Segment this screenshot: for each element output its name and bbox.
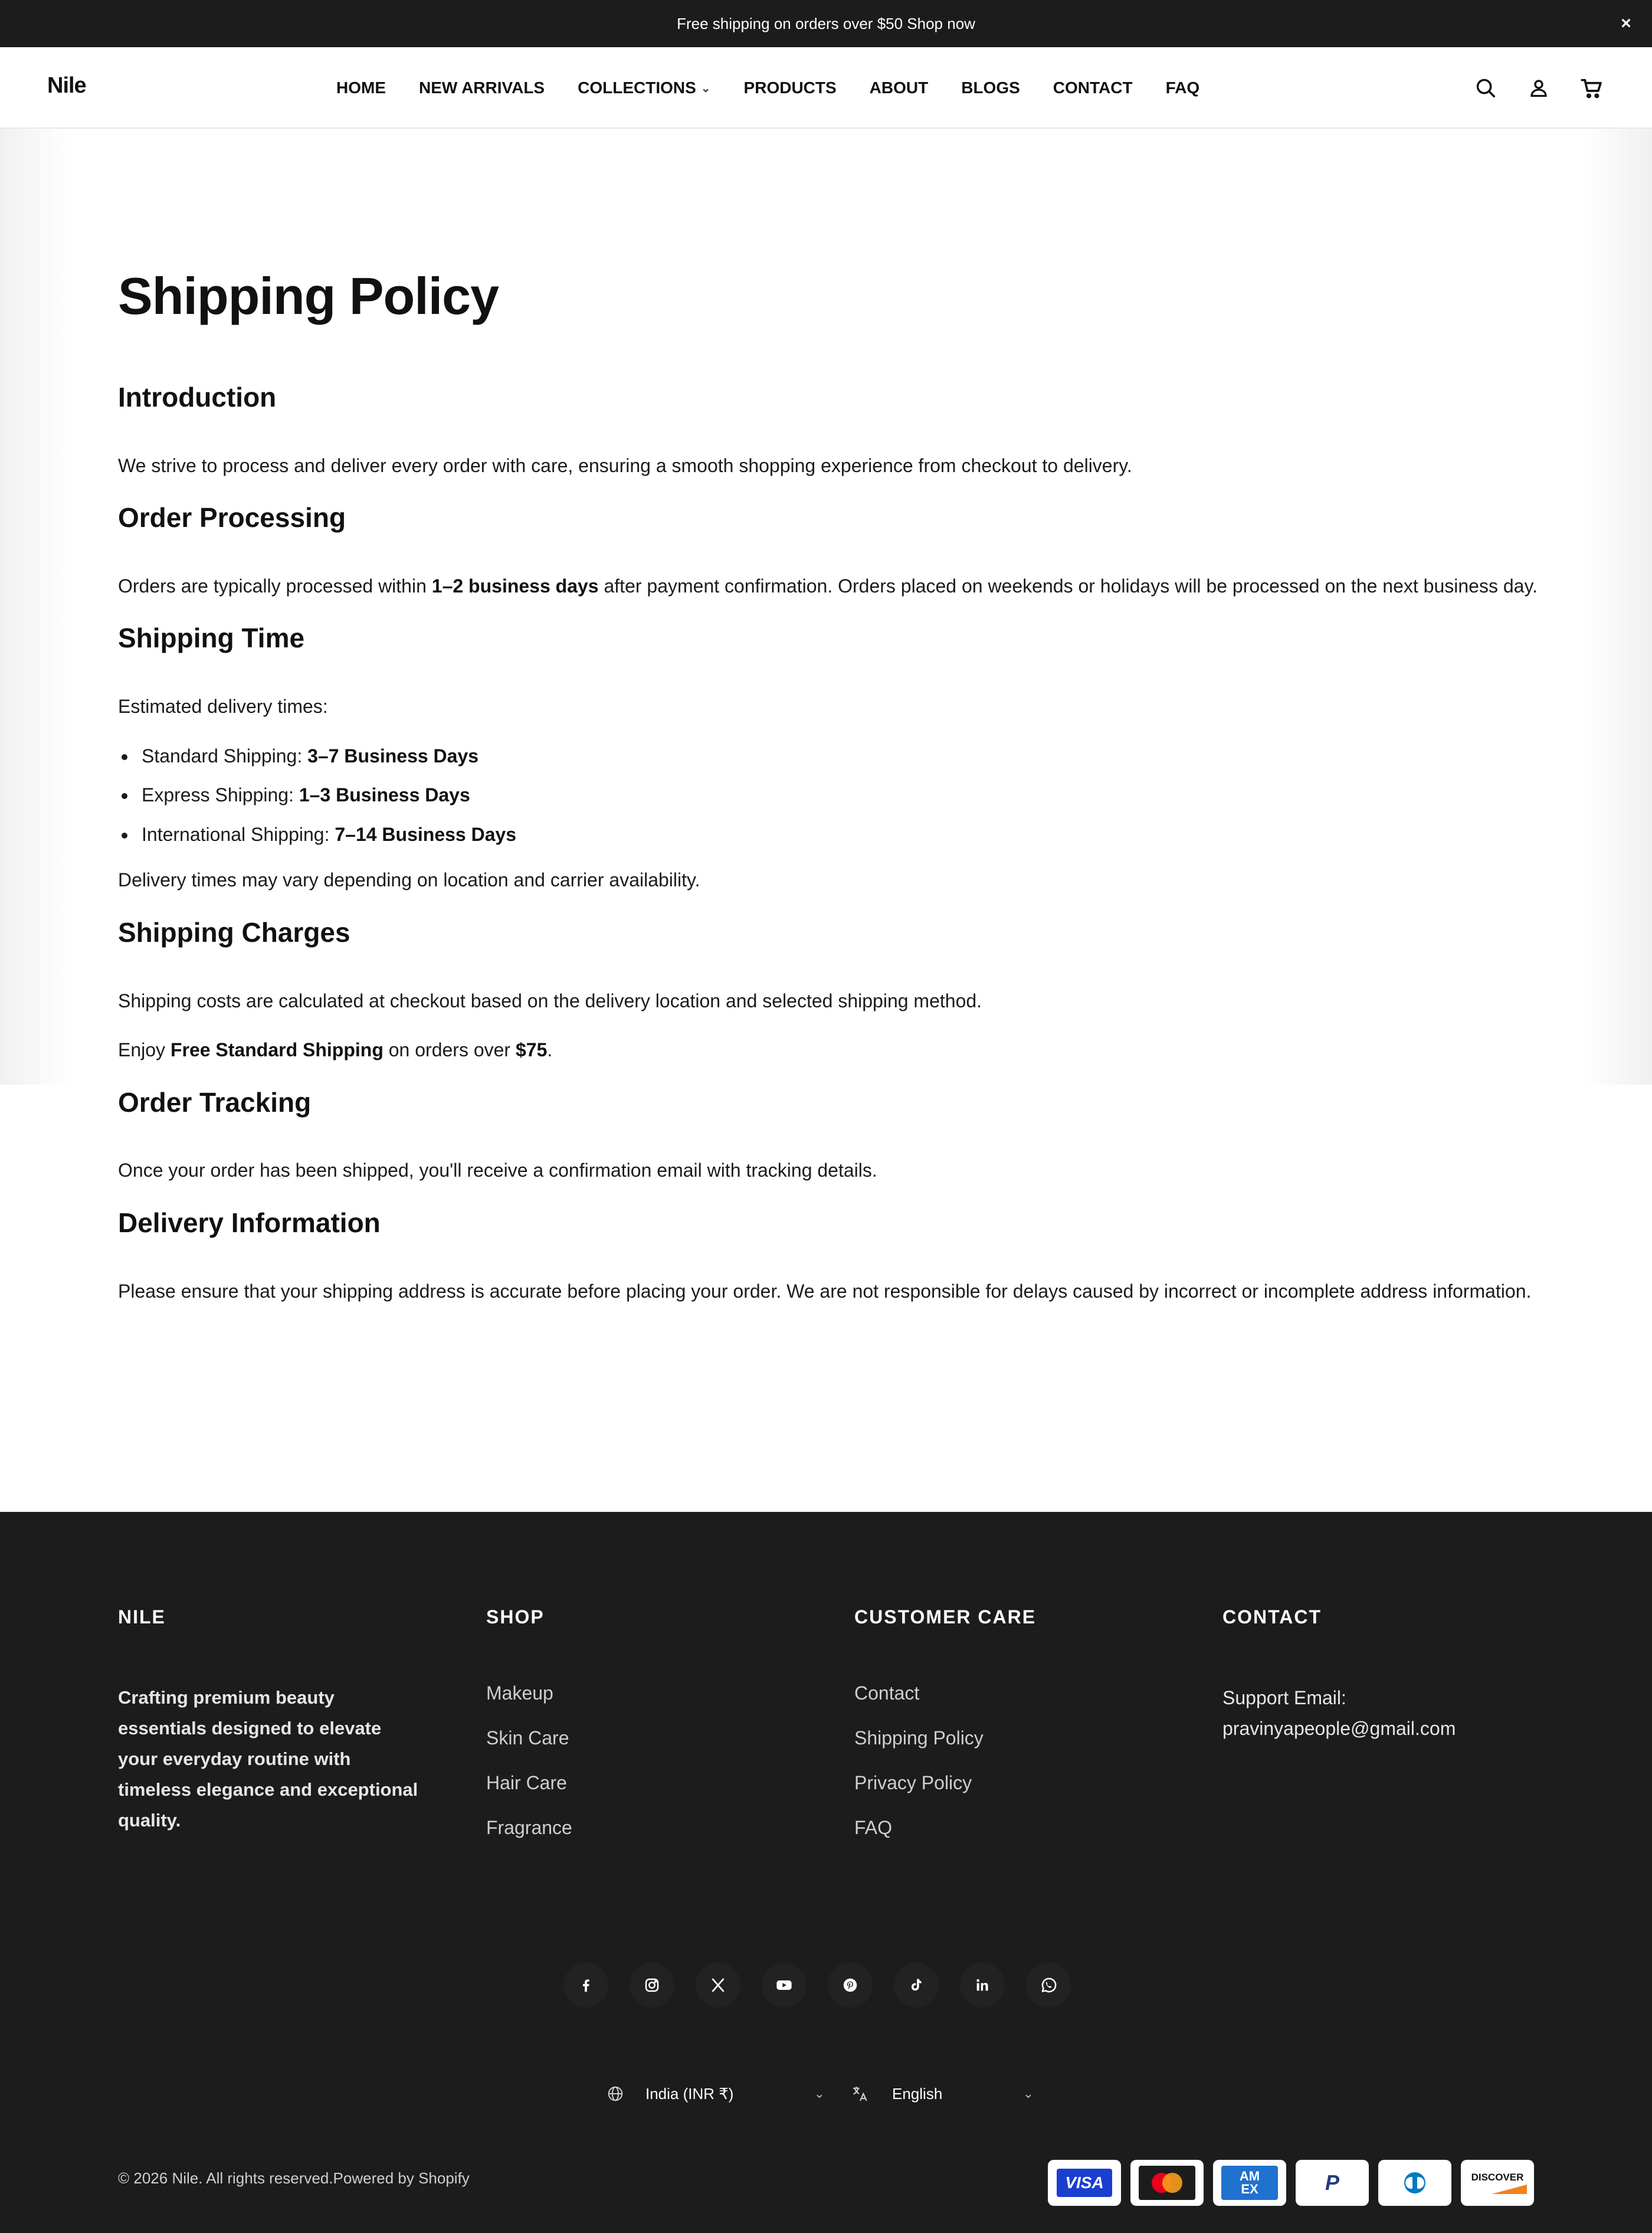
list-item: Standard Shipping: 3–7 Business Days [118,744,1546,769]
footer-customer-care-column [854,1606,1185,1862]
chevron-down-icon: ⌄ [700,81,711,95]
tracking-text: Once your order has been shipped, you'll receive a confirmation email with tracking details. [118,1160,877,1181]
announcement-bar [0,0,1652,47]
list-item: International Shipping: 7–14 Business Days [118,823,1546,847]
diners-club-icon [1378,2160,1451,2206]
intro-text: We strive to process and deliver every order with care, ensuring a smooth shopping experience from checkout to delivery. [118,454,1132,476]
support-email-label: Support Email: [1222,1687,1346,1708]
footer-link-hair-care[interactable]: Hair Care [486,1772,567,1793]
nav-products[interactable]: PRODUCTS [743,78,837,97]
delivery-times-lead: Estimated delivery times: [118,695,328,717]
whatsapp-icon[interactable] [1026,1963,1071,2008]
delivery-times-list [118,744,1546,847]
youtube-icon[interactable] [762,1963,807,2008]
footer-link-fragrance[interactable]: Fragrance [486,1817,572,1838]
x-icon[interactable] [696,1963,740,2008]
support-email-link[interactable]: pravinyapeople@gmail.com [1222,1718,1456,1739]
footer-shop-column [486,1606,817,1862]
footer-link-privacy-policy[interactable]: Privacy Policy [854,1772,972,1793]
nav-blogs[interactable]: BLOGS [961,78,1020,97]
country-label: India (INR ₹) [645,2084,734,2103]
list-item: Express Shipping: 1–3 Business Days [118,783,1546,808]
announcement-text[interactable]: Free shipping on orders over $50 Shop now [677,14,975,32]
nav-contact[interactable]: CONTACT [1053,78,1133,97]
processing-duration: 1–2 business days [431,575,599,597]
section-heading-introduction: Introduction [118,382,277,412]
pinterest-icon[interactable] [828,1963,873,2008]
footer-brand-heading: NILE [118,1606,166,1628]
language-label: English [892,2084,943,2103]
nav-new-arrivals[interactable]: NEW ARRIVALS [419,78,545,97]
footer-link-shipping-policy[interactable]: Shipping Policy [854,1727,984,1749]
free-shipping-text: Enjoy Free Standard Shipping on orders over $75. [118,1039,553,1061]
chevron-down-icon: ⌄ [1022,2086,1034,2101]
footer-link-contact[interactable]: Contact [854,1682,920,1704]
mastercard-icon [1130,2160,1204,2206]
section-heading-shipping-charges: Shipping Charges [118,916,350,948]
tiktok-icon[interactable] [894,1963,939,2008]
footer-link-makeup[interactable]: Makeup [486,1682,553,1704]
nav-about[interactable]: ABOUT [869,78,929,97]
footer-brand-column [118,1606,448,1836]
site-header [0,47,1652,129]
site-logo[interactable]: Nile [47,73,86,98]
account-icon[interactable] [1526,75,1552,101]
payment-methods [1038,2160,1534,2206]
facebook-icon[interactable] [563,1963,608,2008]
chevron-down-icon: ⌄ [814,2086,825,2101]
discover-icon: DISCOVER [1461,2160,1534,2206]
header-actions [1446,47,1605,129]
section-heading-shipping-time: Shipping Time [118,623,305,654]
globe-icon [607,2085,624,2103]
edge-shadow-left [0,129,71,1085]
section-heading-order-tracking: Order Tracking [118,1086,312,1118]
country-selector[interactable] [607,2076,825,2111]
edge-shadow-right [1581,129,1652,1085]
processing-text: Orders are typically processed within 1–2 business days after payment confirmation. Orders placed on weekends or holidays will be processed on the next business day. [118,575,1538,597]
nav-collections-label: COLLECTIONS [578,78,696,97]
footer-brand-description: Crafting premium beauty essentials designed to elevate your everyday routine with timeless elegance and exceptional quality. [118,1687,418,1831]
visa-icon: VISA [1048,2160,1121,2206]
search-icon[interactable] [1473,75,1499,101]
close-icon[interactable]: × [1621,14,1631,33]
social-links [563,1963,1092,2008]
nav-home[interactable]: HOME [336,78,386,97]
nav-collections[interactable] [578,78,710,97]
cart-icon[interactable] [1579,75,1605,101]
footer-shop-heading: SHOP [486,1606,545,1628]
amex-icon: AM EX [1213,2160,1286,2206]
footer-link-faq[interactable]: FAQ [854,1817,893,1838]
policy-content [118,267,1546,1328]
page-title: Shipping Policy [118,267,499,325]
main-nav [336,47,1233,129]
delivery-times-note: Delivery times may vary depending on location and carrier availability. [118,869,700,891]
footer-link-skin-care[interactable]: Skin Care [486,1727,569,1749]
linkedin-icon[interactable] [960,1963,1005,2008]
translate-icon [851,2084,870,2103]
nav-faq[interactable]: FAQ [1165,78,1200,97]
instagram-icon[interactable] [630,1963,674,2008]
footer-contact-column [1222,1606,1553,1744]
main-content [0,129,1652,1512]
charges-text: Shipping costs are calculated at checkout based on the delivery location and selected shipping method. [118,990,982,1011]
section-heading-delivery-information: Delivery Information [118,1207,381,1238]
footer-contact-heading: CONTACT [1222,1606,1322,1628]
copyright-text: © 2026 Nile. All rights reserved.Powered by Shopify [118,2169,470,2187]
language-selector[interactable] [851,2076,1034,2111]
paypal-icon: P [1296,2160,1369,2206]
delivery-text: Please ensure that your shipping address is accurate before placing your order. We are not responsible for delays caused by incorrect or incomplete address information. [118,1280,1532,1302]
section-heading-order-processing: Order Processing [118,502,346,533]
footer-care-heading: CUSTOMER CARE [854,1606,1037,1628]
site-footer [0,1512,1652,2233]
